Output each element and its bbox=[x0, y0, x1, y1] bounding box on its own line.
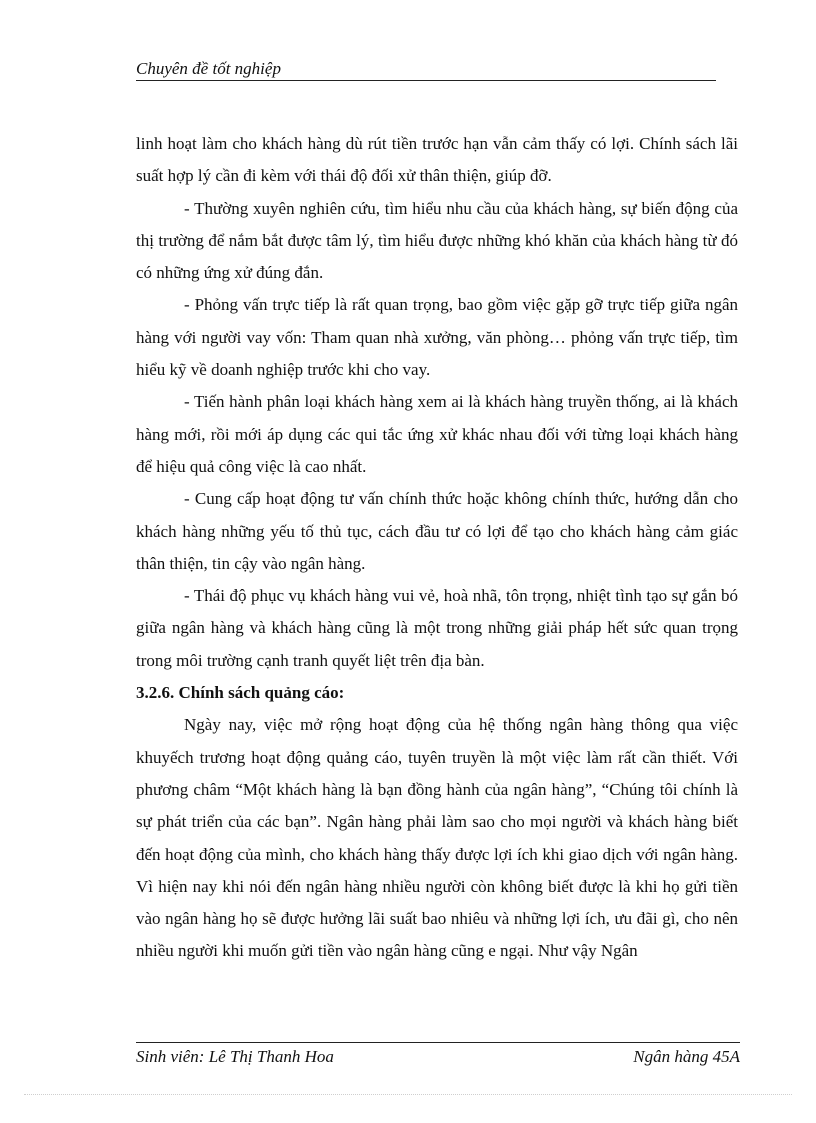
bullet-paragraph: - Cung cấp hoạt động tư vấn chính thức hoặc không chính thức, hướng dẫn cho khách hàng những yếu tố thủ tục, cách đầu tư có lợi để tạo cho khách hàng cảm giác thân thiện, tin cậy vào ngân hàng. bbox=[136, 489, 738, 573]
header-title: Chuyên đề tốt nghiệp bbox=[136, 59, 281, 78]
footer-class: Ngân hàng 45A bbox=[633, 1047, 740, 1066]
bullet-paragraph: - Thái độ phục vụ khách hàng vui vẻ, hoà nhã, tôn trọng, nhiệt tình tạo sự gắn bó giữa ngân hàng và khách hàng cũng là một trong những giải pháp hết sức quan trọng trong môi trường cạnh tranh quyết liệt trên địa bàn. bbox=[136, 586, 738, 670]
footer-student: Sinh viên: Lê Thị Thanh Hoa bbox=[136, 1047, 334, 1066]
bullet-paragraph: - Thường xuyên nghiên cứu, tìm hiểu nhu cầu của khách hàng, sự biến động của thị trường để nắm bắt được tâm lý, tìm hiểu được những khó khăn của khách hàng từ đó có những ứng xử đúng đắn. bbox=[136, 198, 738, 283]
bullet-paragraph: - Tiến hành phân loại khách hàng xem ai là khách hàng truyền thống, ai là khách hàng mới, rồi mới áp dụng các qui tắc ứng xử khác nhau đối với từng loại khách hàng để hiệu quả công việc là cao nhất. bbox=[136, 392, 738, 476]
bullet-paragraph: - Phỏng vấn trực tiếp là rất quan trọng, bao gồm việc gặp gỡ trực tiếp giữa ngân hàng với người vay vốn: Tham quan nhà xưởng, văn phòng… phỏng vấn trực tiếp, tìm hiểu kỹ về doanh nghiệp trước khi cho vay. bbox=[136, 295, 738, 380]
document-body bbox=[136, 128, 738, 968]
section-heading: 3.2.6. Chính sách quảng cáo: bbox=[136, 683, 345, 703]
section-paragraph: Ngày nay, việc mở rộng hoạt động của hệ thống ngân hàng thông qua việc khuyếch trương hoạt động quảng cáo, tuyên truyền là một việc làm rất cần thiết. Với phương châm “Một khách hàng là bạn đồng hành của ngân hàng”, “Chúng tôi chính là sự phát triển của các bạn”. Ngân hàng phải làm sao cho mọi người và khách hàng biết đến hoạt động của mình, cho khách hàng thấy được lợi ích khi giao dịch với ngân hàng. Vì hiện nay khi nói đến ngân hàng nhiều người còn không biết được là khi họ gửi tiền vào ngân hàng họ sẽ được hưởng lãi suất bao nhiêu và những lợi ích, ưu đãi gì, cho nên nhiều người khi muốn gửi tiền vào ngân hàng cũng e ngại. Như vậy Ngân bbox=[136, 715, 738, 961]
page-edge-divider bbox=[24, 1094, 792, 1095]
page-header bbox=[136, 58, 716, 81]
paragraph-continuation: linh hoạt làm cho khách hàng dù rút tiền trước hạn vẫn cảm thấy có lợi. Chính sách lãi suất hợp lý cần đi kèm với thái độ đối xử thân thiện, giúp đỡ. bbox=[136, 134, 738, 186]
page-footer bbox=[136, 1042, 740, 1067]
